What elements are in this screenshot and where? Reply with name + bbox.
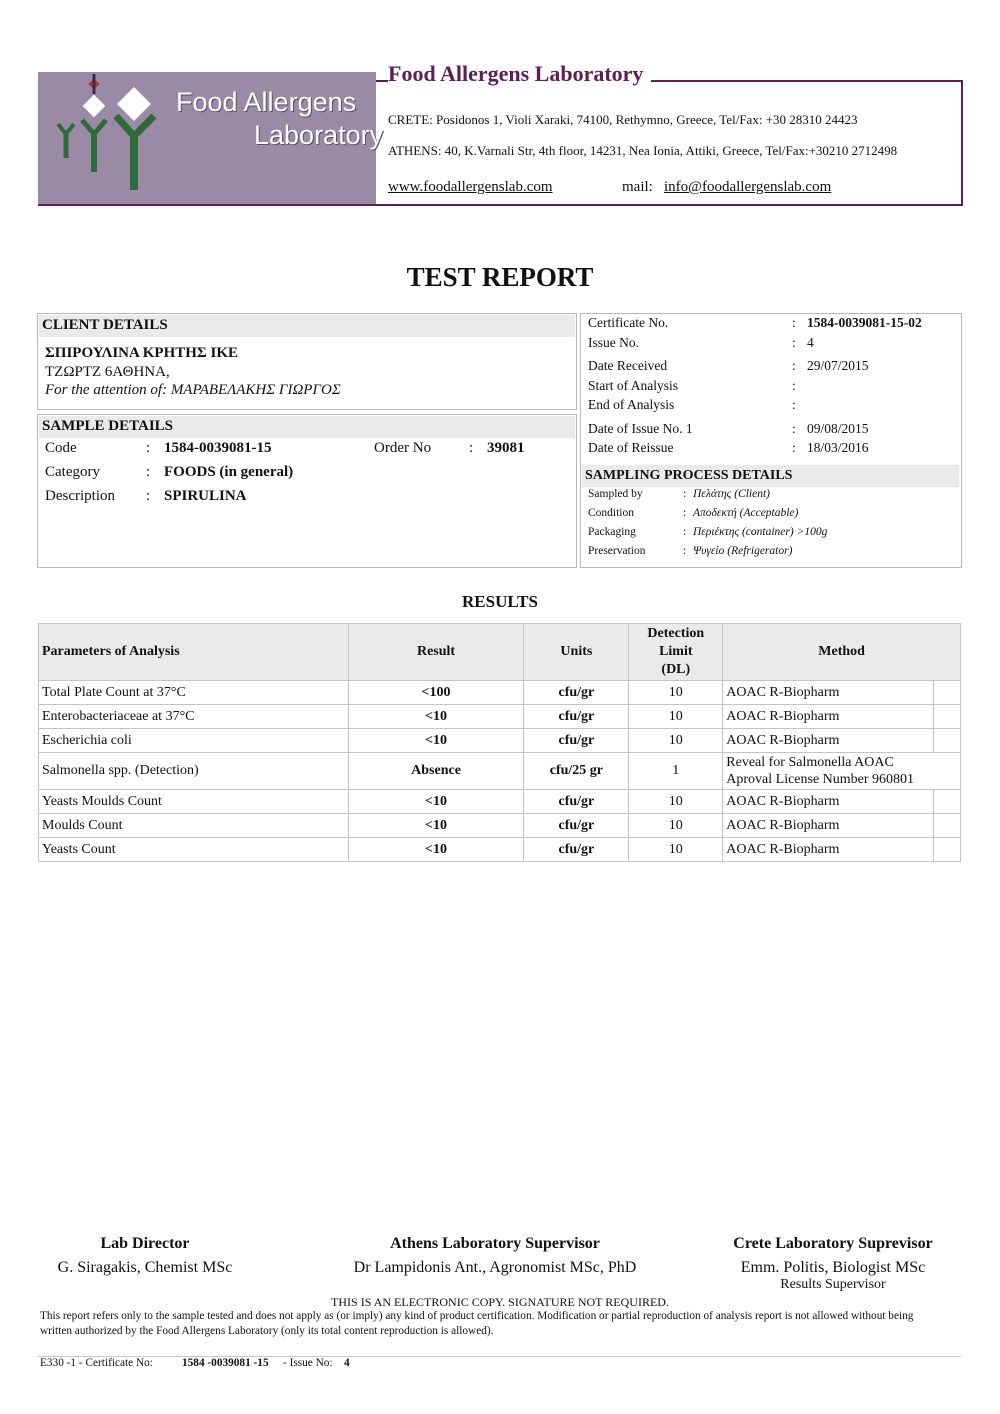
cert-row-label: Start of Analysis — [588, 378, 678, 393]
cert-row-colon: : — [792, 315, 796, 330]
cert-row-label: End of Analysis — [588, 397, 675, 412]
logo-line2: Laboratory — [254, 120, 384, 150]
email-link[interactable]: info@foodallergenslab.com — [664, 179, 832, 195]
category-colon: : — [146, 464, 151, 480]
cert-row-label: Date of Issue No. 1 — [588, 421, 693, 436]
sampling-label: Preservation — [588, 545, 646, 557]
page-title: TEST REPORT — [406, 262, 594, 292]
client-attention: For the attention of: ΜΑΡΑΒΕΛΑΚΗΣ ΓΙΩΡΓΟΣ — [45, 382, 341, 398]
cert-row-colon: : — [792, 440, 796, 455]
units-cell: cfu/gr — [524, 814, 629, 838]
method-line2: Aproval License Number 960801 — [726, 772, 915, 787]
sampling-colon: : — [683, 545, 687, 557]
cert-row-label: Date of Reissue — [588, 440, 674, 455]
order-colon: : — [469, 440, 474, 456]
result-cell: <10 — [348, 838, 524, 862]
sampled-by: Πελάτης (Client) — [693, 488, 770, 500]
mail-label: mail: — [622, 179, 653, 195]
lab-director-title: Lab Director — [100, 1235, 190, 1252]
sampling-heading: SAMPLING PROCESS DETAILS — [582, 465, 959, 487]
form-code: E330 -1 - Certificate No: — [40, 1357, 153, 1369]
extra-cell — [934, 729, 961, 753]
method-cell: AOAC R-Biopharm — [723, 729, 934, 753]
extra-cell — [934, 814, 961, 838]
param-cell: Escherichia coli — [39, 729, 349, 753]
header-divider — [38, 204, 963, 206]
logo-line1: Food Allergens — [176, 87, 357, 117]
table-row — [39, 814, 961, 838]
website-link[interactable]: www.foodallergenslab.com — [388, 179, 553, 195]
col-header-parameters: Parameters of Analysis — [39, 624, 349, 681]
cert-row-colon: : — [792, 358, 796, 373]
extra-cell — [934, 705, 961, 729]
table-row — [39, 838, 961, 862]
crete-address: CRETE: Posidonos 1, Violi Xaraki, 74100, Rethymno, Greece, Tel/Fax: +30 28310 24423 — [388, 112, 858, 127]
extra-cell — [934, 838, 961, 862]
code-colon: : — [146, 440, 151, 456]
results-table — [38, 623, 961, 862]
dl-cell: 1 — [629, 753, 723, 790]
sampling-colon: : — [683, 488, 687, 500]
param-cell: Salmonella spp. (Detection) — [39, 753, 349, 790]
dl-line3: (DL) — [661, 662, 691, 677]
sample-code: 1584-0039081-15 — [164, 440, 272, 456]
dl-line2: Limit — [659, 644, 693, 659]
issue-number: 4 — [807, 335, 814, 350]
client-name: ΣΠΙΡΟΥΛΙΝΑ ΚΡΗΤΗΣ ΙΚΕ — [45, 345, 238, 361]
units-cell: cfu/gr — [524, 729, 629, 753]
result-cell: <10 — [348, 729, 524, 753]
cert-row-colon: : — [792, 335, 796, 350]
code-label: Code — [45, 440, 77, 456]
method-cell: AOAC R-Biopharm — [723, 814, 934, 838]
athens-supervisor-title: Athens Laboratory Supervisor — [390, 1235, 600, 1252]
dl-line1: Detection — [647, 626, 705, 641]
dl-cell: 10 — [629, 814, 723, 838]
col-header-method: Method — [723, 624, 961, 681]
footer-cert-no: 1584 -0039081 -15 — [182, 1357, 269, 1369]
units-cell: cfu/gr — [524, 838, 629, 862]
param-cell: Total Plate Count at 37°C — [39, 681, 349, 705]
extra-cell — [934, 790, 961, 814]
sampling-label: Sampled by — [588, 488, 643, 500]
date-received: 29/07/2015 — [807, 358, 869, 373]
client-details-heading: CLIENT DETAILS — [39, 315, 575, 337]
result-cell: <10 — [348, 705, 524, 729]
footer-issue-label: - Issue No: — [283, 1357, 333, 1369]
dl-cell: 10 — [629, 790, 723, 814]
method-cell — [723, 753, 961, 790]
col-header-detection-limit — [629, 624, 723, 681]
units-cell: cfu/gr — [524, 681, 629, 705]
crete-supervisor-name: Emm. Politis, Biologist MSc — [740, 1259, 926, 1276]
certificate-number: 1584-0039081-15-02 — [807, 315, 922, 330]
results-heading: RESULTS — [462, 592, 538, 611]
condition: Αποδεκτή (Acceptable) — [693, 507, 799, 519]
param-cell: Moulds Count — [39, 814, 349, 838]
param-cell: Yeasts Moulds Count — [39, 790, 349, 814]
table-row — [39, 729, 961, 753]
packaging: Περιέκτης (container) >100g — [693, 526, 828, 538]
crete-supervisor-role: Results Supervisor — [780, 1277, 886, 1292]
table-header-row — [39, 624, 961, 681]
logo-text — [176, 86, 384, 152]
units-cell: cfu/25 gr — [524, 753, 629, 790]
param-cell: Yeasts Count — [39, 838, 349, 862]
cert-row-label: Issue No. — [588, 335, 639, 350]
param-cell: Enterobacteriaceae at 37°C — [39, 705, 349, 729]
lab-director-name: G. Siragakis, Chemist MSc — [57, 1259, 233, 1276]
result-cell: <10 — [348, 790, 524, 814]
result-cell: <100 — [348, 681, 524, 705]
result-cell: Absence — [348, 753, 524, 790]
method-line1: Reveal for Salmonella AOAC — [726, 755, 894, 770]
method-cell: AOAC R-Biopharm — [723, 681, 934, 705]
sample-details-box — [37, 414, 577, 568]
sample-category: FOODS (in general) — [164, 464, 294, 480]
sampling-colon: : — [683, 526, 687, 538]
table-row — [39, 681, 961, 705]
logo-molecule-icon — [46, 72, 176, 204]
cert-row-label: Certificate No. — [588, 315, 669, 330]
result-cell: <10 — [348, 814, 524, 838]
order-number: 39081 — [487, 440, 525, 456]
cert-row-label: Date Received — [588, 358, 668, 373]
electronic-copy-note: THIS IS AN ELECTRONIC COPY. SIGNATURE NOT REQUIRED. — [331, 1295, 669, 1309]
footer-divider — [38, 1356, 961, 1357]
sampling-colon: : — [683, 507, 687, 519]
table-row — [39, 790, 961, 814]
method-cell: AOAC R-Biopharm — [723, 838, 934, 862]
athens-address: ATHENS: 40, K.Varnali Str, 4th floor, 14231, Nea Ionia, Attiki, Greece, Tel/Fax:+30210 2712498 — [388, 143, 898, 158]
dl-cell: 10 — [629, 838, 723, 862]
footer-issue-no: 4 — [344, 1357, 350, 1369]
date-of-issue: 09/08/2015 — [807, 421, 869, 436]
client-address: ΤΖΩΡΤΖ 6ΑΘΗΝΑ, — [45, 364, 170, 380]
sample-description: SPIRULINA — [164, 488, 247, 504]
col-header-units: Units — [524, 624, 629, 681]
athens-supervisor-name: Dr Lampidonis Ant., Agronomist MSc, PhD — [353, 1259, 637, 1276]
units-cell: cfu/gr — [524, 705, 629, 729]
sampling-label: Packaging — [588, 526, 636, 538]
sample-details-heading: SAMPLE DETAILS — [39, 416, 575, 438]
order-label: Order No — [374, 440, 432, 456]
description-colon: : — [146, 488, 151, 504]
category-label: Category — [45, 464, 100, 480]
table-row — [39, 705, 961, 729]
units-cell: cfu/gr — [524, 790, 629, 814]
method-cell: AOAC R-Biopharm — [723, 705, 934, 729]
table-row — [39, 753, 961, 790]
lab-name: Food Allergens Laboratory — [388, 61, 651, 87]
extra-cell — [934, 681, 961, 705]
method-cell: AOAC R-Biopharm — [723, 790, 934, 814]
cert-row-colon: : — [792, 378, 796, 393]
disclaimer-line1: This report refers only to the sample tested and does not apply as (or imply) any kind of product certification. Modification or partial reproduction of analysis report is not allowed without being — [40, 1310, 914, 1322]
date-of-reissue: 18/03/2016 — [807, 440, 869, 455]
dl-cell: 10 — [629, 705, 723, 729]
description-label: Description — [45, 488, 115, 504]
preservation: Ψυγείο (Refrigerator) — [693, 545, 793, 557]
crete-supervisor-title: Crete Laboratory Suprevisor — [733, 1235, 933, 1252]
sampling-label: Condition — [588, 507, 635, 519]
disclaimer-line2: written authorized by the Food Allergens Laboratory (only its total content reproduction is allowed). — [40, 1325, 494, 1337]
cert-row-colon: : — [792, 421, 796, 436]
cert-row-colon: : — [792, 397, 796, 412]
col-header-result: Result — [348, 624, 524, 681]
dl-cell: 10 — [629, 729, 723, 753]
dl-cell: 10 — [629, 681, 723, 705]
